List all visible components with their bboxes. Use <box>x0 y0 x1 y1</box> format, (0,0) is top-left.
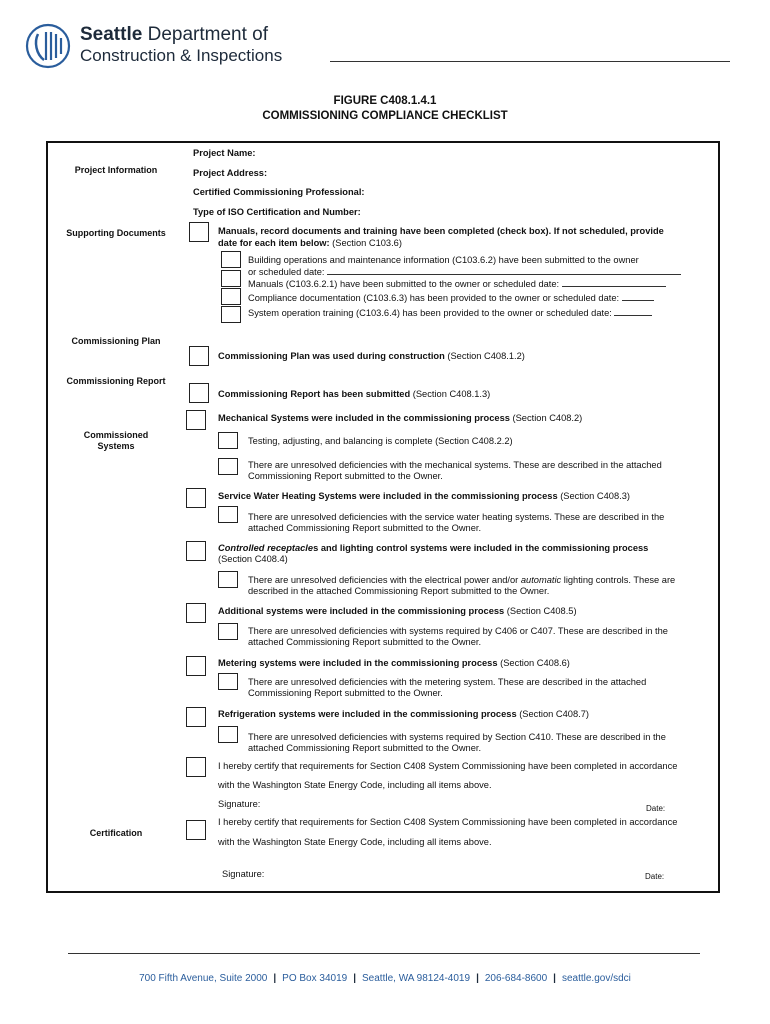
footer-separator: | <box>353 973 357 984</box>
mechanical-systems-checkbox[interactable] <box>186 410 206 430</box>
footer-phone: 206-684-8600 <box>484 973 548 984</box>
project-name-label: Project Name: <box>193 148 256 158</box>
footer-separator: | <box>553 973 556 984</box>
om-info-date: or scheduled date: <box>248 266 681 278</box>
om-info-text: Building operations and maintenance information (C103.6.2) have been submitted to the owner <box>248 255 639 265</box>
ccp-label: Certified Commissioning Professional: <box>193 187 365 197</box>
mechanical-deficiencies-checkbox[interactable] <box>218 458 238 475</box>
docs-complete-text: Manuals, record documents and training have been completed (check box). If not scheduled, provide <box>218 226 664 236</box>
cx-plan-text: Commissioning Plan was used during construction (Section C408.1.2) <box>218 351 525 361</box>
manuals-checkbox[interactable] <box>221 270 241 287</box>
controls-systems-ref: (Section C408.4) <box>218 554 288 564</box>
metering-deficiencies-checkbox[interactable] <box>218 673 238 690</box>
org-name-line2: Construction & Inspections <box>80 46 283 65</box>
swh-deficiencies-text-line2: attached Commissioning Report submitted to the Owner. <box>248 523 482 533</box>
cx-plan-checkbox[interactable] <box>189 346 209 366</box>
tab-complete-text: Testing, adjusting, and balancing is complete (Section C408.2.2) <box>248 436 513 446</box>
metering-deficiencies-text: There are unresolved deficiencies with the metering system. These are described in the attached <box>248 677 647 687</box>
footer-divider <box>68 953 700 954</box>
footer-separator: | <box>476 973 479 984</box>
refrigeration-deficiencies-checkbox[interactable] <box>218 726 238 743</box>
compliance-docs-date-line[interactable] <box>622 292 654 301</box>
additional-systems-text: Additional systems were included in the commissioning process (Section C408.5) <box>218 606 577 616</box>
compliance-docs-text: Compliance documentation (C103.6.3) has been provided to the owner or scheduled date: <box>248 292 654 304</box>
manuals-text: Manuals (C103.6.2.1) have been submitted to the owner or scheduled date: <box>248 278 666 290</box>
figure-number: FIGURE C408.1.4.1 <box>333 95 437 107</box>
certify-text-1-line2: with the Washington State Energy Code, including all items above. <box>218 780 492 790</box>
metering-systems-checkbox[interactable] <box>186 656 206 676</box>
tab-complete-checkbox[interactable] <box>218 432 238 449</box>
manuals-date-line[interactable] <box>562 278 666 287</box>
training-checkbox[interactable] <box>221 306 241 323</box>
training-text: System operation training (C103.6.4) has been provided to the owner or scheduled date: <box>248 307 652 319</box>
controls-systems-text: Controlled receptacles and lighting control systems were included in the commissioning process <box>218 543 649 553</box>
refrigeration-systems-checkbox[interactable] <box>186 707 206 727</box>
org-name-line1: Seattle Department of <box>80 24 268 45</box>
om-info-checkbox[interactable] <box>221 251 241 268</box>
section-commissioning-report: Commissioning Report <box>66 376 166 386</box>
controls-systems-checkbox[interactable] <box>186 541 206 561</box>
certify-text-2: I hereby certify that requirements for Section C408 System Commissioning have been completed in accordance <box>218 817 678 827</box>
om-info-date-line[interactable] <box>327 266 681 275</box>
certify-text-2-line2: with the Washington State Energy Code, including all items above. <box>218 837 492 847</box>
additional-deficiencies-checkbox[interactable] <box>218 623 238 640</box>
section-commissioning-plan: Commissioning Plan <box>71 336 161 346</box>
date-label-2: Date: <box>645 872 665 881</box>
cx-report-checkbox[interactable] <box>189 383 209 403</box>
swh-deficiencies-checkbox[interactable] <box>218 506 238 523</box>
footer-contact <box>0 973 770 984</box>
checklist-title: COMMISSIONING COMPLIANCE CHECKLIST <box>262 110 508 122</box>
controls-deficiencies-text-line2: described in the attached Commissioning Report submitted to the Owner. <box>248 586 550 596</box>
metering-systems-text: Metering systems were included in the commissioning process (Section C408.6) <box>218 658 570 668</box>
footer-website-link[interactable]: seattle.gov/sdci <box>561 973 631 984</box>
footer-pobox: PO Box 34019 <box>282 973 348 984</box>
footer-address: 700 Fifth Avenue, Suite 2000 <box>139 973 268 984</box>
header-divider <box>330 61 730 62</box>
additional-systems-checkbox[interactable] <box>186 603 206 623</box>
signature-label-2: Signature: <box>222 869 265 879</box>
docs-complete-text-line2: date for each item below: (Section C103.6) <box>218 238 402 248</box>
compliance-docs-checkbox[interactable] <box>221 288 241 305</box>
certify-checkbox-1[interactable] <box>186 757 206 777</box>
additional-deficiencies-text: There are unresolved deficiencies with systems required by C406 or C407. These are described in the <box>248 626 668 636</box>
docs-complete-checkbox[interactable] <box>189 222 209 242</box>
signature-label-1: Signature: <box>218 799 261 809</box>
swh-systems-checkbox[interactable] <box>186 488 206 508</box>
mechanical-systems-text: Mechanical Systems were included in the commissioning process (Section C408.2) <box>218 413 583 423</box>
seattle-logo-icon <box>24 22 72 70</box>
section-project-information: Project Information <box>74 165 158 175</box>
footer-separator: | <box>273 973 277 984</box>
training-date-line[interactable] <box>614 307 652 316</box>
date-label-1: Date: <box>646 804 666 813</box>
refrigeration-systems-text: Refrigeration systems were included in the commissioning process (Section C408.7) <box>218 709 589 719</box>
certify-text-1: I hereby certify that requirements for Section C408 System Commissioning have been completed in accordance <box>218 761 678 771</box>
section-certification: Certification <box>89 828 143 838</box>
swh-deficiencies-text: There are unresolved deficiencies with the service water heating systems. These are described in the <box>248 512 665 522</box>
iso-certification-label: Type of ISO Certification and Number: <box>193 207 361 217</box>
certify-checkbox-2[interactable] <box>186 820 206 840</box>
controls-deficiencies-text: There are unresolved deficiencies with the electrical power and/or automatic lighting controls. These are <box>248 575 676 585</box>
mechanical-deficiencies-text: There are unresolved deficiencies with the mechanical systems. These are described in the attached <box>248 460 662 470</box>
section-supporting-documents: Supporting Documents <box>66 228 166 238</box>
metering-deficiencies-text-line2: Commissioning Report submitted to the Owner. <box>248 688 443 698</box>
refrigeration-deficiencies-text-line2: attached Commissioning Report submitted to the Owner. <box>248 743 482 753</box>
project-address-label: Project Address: <box>193 168 268 178</box>
refrigeration-deficiencies-text: There are unresolved deficiencies with systems required by Section C410. These are described in the <box>248 732 666 742</box>
additional-deficiencies-text-line2: attached Commissioning Report submitted to the Owner. <box>248 637 482 647</box>
controls-deficiencies-checkbox[interactable] <box>218 571 238 588</box>
section-commissioned-systems: Commissioned Systems <box>83 430 149 451</box>
mechanical-deficiencies-text-line2: Commissioning Report submitted to the Owner. <box>248 471 443 481</box>
cx-report-text: Commissioning Report has been submitted (Section C408.1.3) <box>218 389 491 399</box>
footer-city: Seattle, WA 98124-4019 <box>362 973 471 984</box>
swh-systems-text: Service Water Heating Systems were included in the commissioning process (Section C408.3) <box>218 491 630 501</box>
